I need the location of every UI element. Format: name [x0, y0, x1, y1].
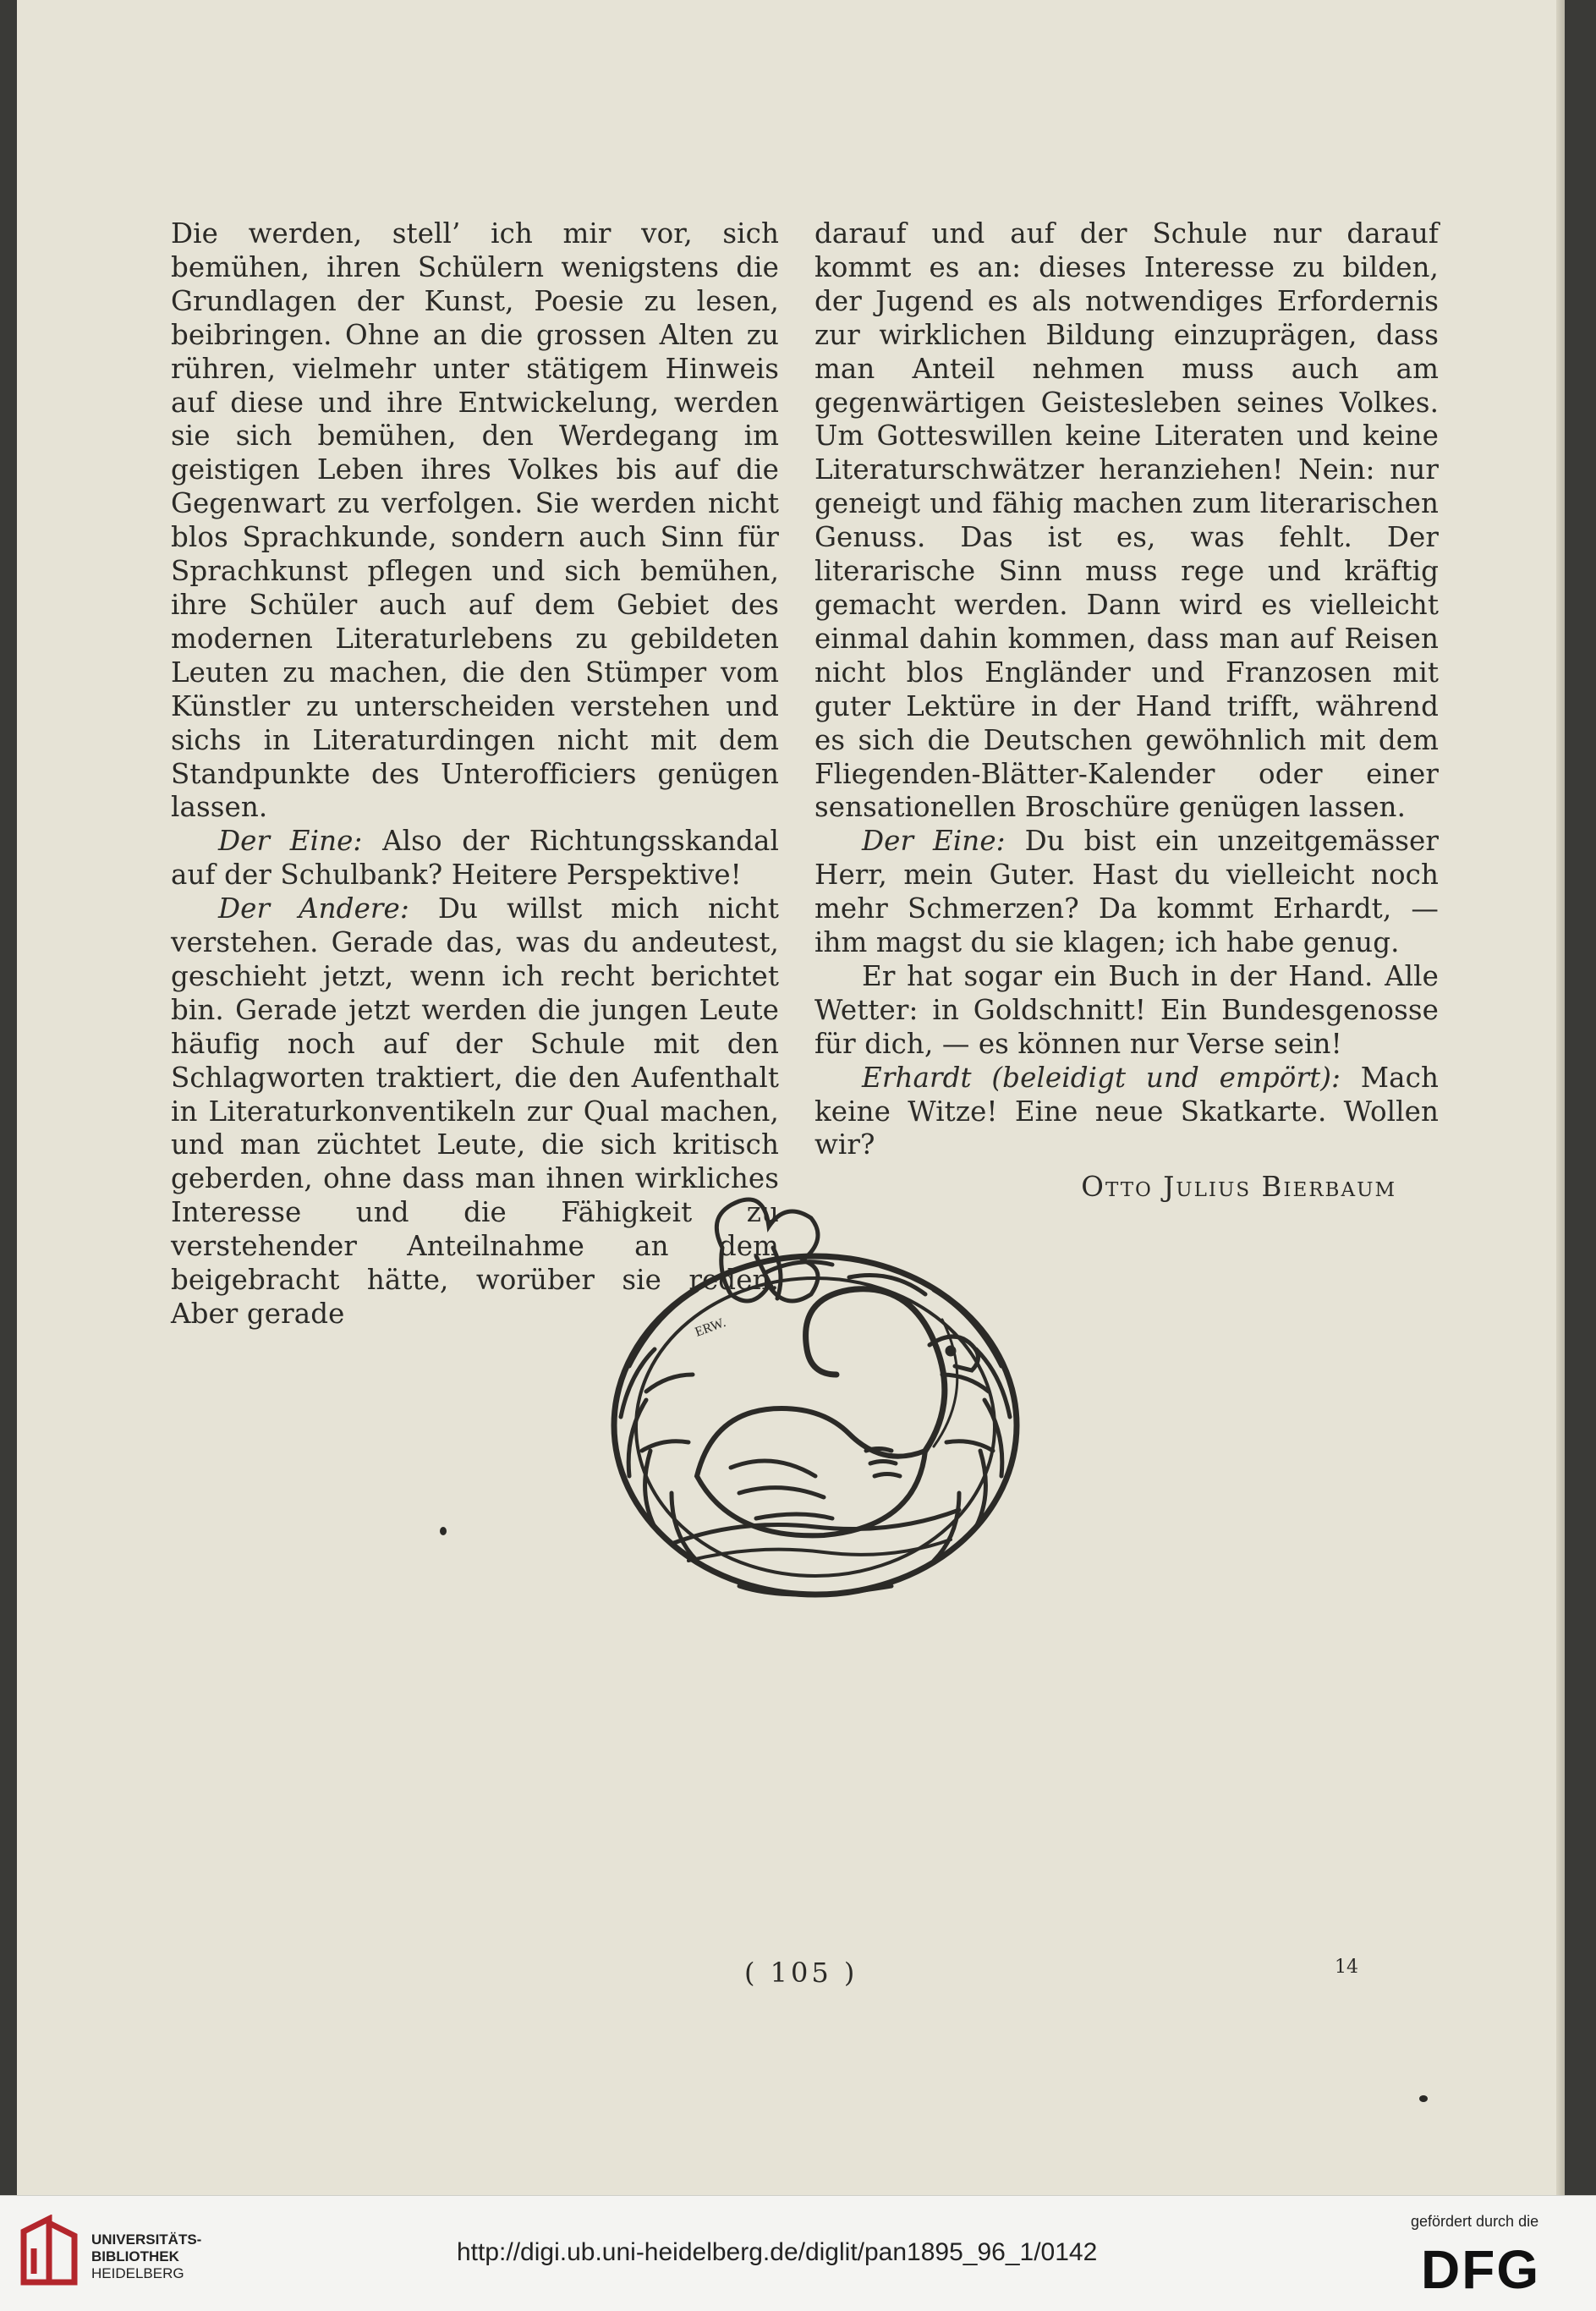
dialogue-text: Mach keine Witze! Eine neue Skatkarte. Wollen wir?	[814, 1061, 1439, 1161]
left-text-column	[171, 217, 779, 1331]
dialogue-paragraph	[814, 825, 1439, 960]
library-name[interactable]: UNIVERSITÄTS- BIBLIOTHEK HEIDELBERG	[91, 2231, 202, 2281]
scanned-page	[17, 0, 1565, 2195]
page-number: ( 105 )	[744, 1957, 858, 1989]
dialogue-text: Du bist ein unzeitgemässer Herr, mein Guter. Hast du vielleicht noch mehr Schmerzen? Da kommt Erhardt, — ihm magst du sie klagen; ich habe genug.	[814, 825, 1439, 959]
right-text-column	[814, 217, 1439, 1205]
ink-speck	[440, 1527, 447, 1535]
dfg-logo[interactable]: DFG	[1421, 2239, 1541, 2300]
paragraph: Er hat sogar ein Buch in der Hand. Alle Wetter: in Goldschnitt! Ein Bundesgenosse für dich, — es können nur Verse sein!	[814, 959, 1439, 1060]
signature-mark: 14	[1335, 1957, 1358, 1978]
university-library-logo-icon[interactable]	[15, 2215, 85, 2291]
permalink-url[interactable]: http://digi.ub.uni-heidelberg.de/diglit/pan1895_96_1/0142	[457, 2238, 1098, 2266]
dialogue-text: Du willst mich nicht verstehen. Gerade das, was du andeutest, geschieht jetzt, wenn ich recht berichtet bin. Gerade jetzt werden die jungen Leute häufig noch auf der Schule mit den Schlagworten traktiert, die den Aufenthalt in Literaturkonventikeln zur Qual machen, und man züchtet Leute, die sich kritisch geberden, ohne dass man ihnen wirkliches Interesse und die Fähigkeit zu verstehender Anteilnahme an dem beigebracht hätte, worüber sie reden. Aber gerade	[171, 892, 779, 1330]
digitization-footer	[0, 2195, 1596, 2311]
swan-wreath-vignette	[595, 1197, 1035, 1611]
page-edge-shadow	[1556, 0, 1565, 2195]
author-signature: Otto Julius Bierbaum	[1081, 1171, 1396, 1204]
dialogue-paragraph	[814, 1062, 1439, 1163]
ink-speck	[1419, 2095, 1428, 2102]
speaker-name: Der Eine:	[218, 825, 363, 858]
speaker-name: Der Eine:	[862, 825, 1006, 858]
artist-monogram: ERW.	[693, 1315, 728, 1340]
speaker-name: Erhardt (beleidigt und empört):	[862, 1061, 1341, 1094]
dialogue-paragraph	[171, 825, 779, 892]
paragraph: Die werden, stell’ ich mir vor, sich bemühen, ihren Schülern wenigstens die Grundlagen der Kunst, Poesie zu lesen, beibringen. Ohne an die grossen Alten zu rühren, vielmehr unter stätigem Hinweis auf diese und ihre Entwickelung, werden sie sich bemühen, den Werdegang im geistigen Leben ihres Volkes bis auf die Gegenwart zu verfolgen. Sie werden nicht blos Sprachkunde, sondern auch Sinn für Sprachkunst pflegen und sich bemühen, ihre Schüler auch auf dem Gebiet des modernen Literaturlebens zu gebildeten Leuten zu machen, die den Stümper vom Künstler zu unterscheiden verstehen und sichs in Literaturdingen nicht mit dem Standpunkte des Unterofficiers genügen lassen.	[171, 217, 779, 824]
dialogue-text: Also der Richtungsskandal auf der Schulbank? Heitere Perspektive!	[171, 825, 779, 892]
funding-note: gefördert durch die	[1411, 2213, 1539, 2230]
speaker-name: Der Andere:	[218, 892, 409, 925]
paragraph: darauf und auf der Schule nur darauf kommt es an: dieses Interesse zu bilden, der Jugend es als notwendiges Erfordernis zur wirklichen Bildung einzuprägen, dass man Anteil nehmen muss auch am gegenwärtigen Geistesleben seines Volkes. Um Gotteswillen keine Literaten und keine Literaturschwätzer heranziehen! Nein: nur geneigt und fähig machen zum literarischen Genuss. Das ist es, was fehlt. Der literarische Sinn muss rege und kräftig gemacht werden. Dann wird es vielleicht einmal dahin kommen, dass man auf Reisen nicht blos Engländer und Franzosen mit guter Lektüre in der Hand trifft, während es sich die Deutschen gewöhnlich mit dem Fliegenden-Blätter-Kalender oder einer sensationellen Broschüre genügen lassen.	[814, 217, 1439, 824]
